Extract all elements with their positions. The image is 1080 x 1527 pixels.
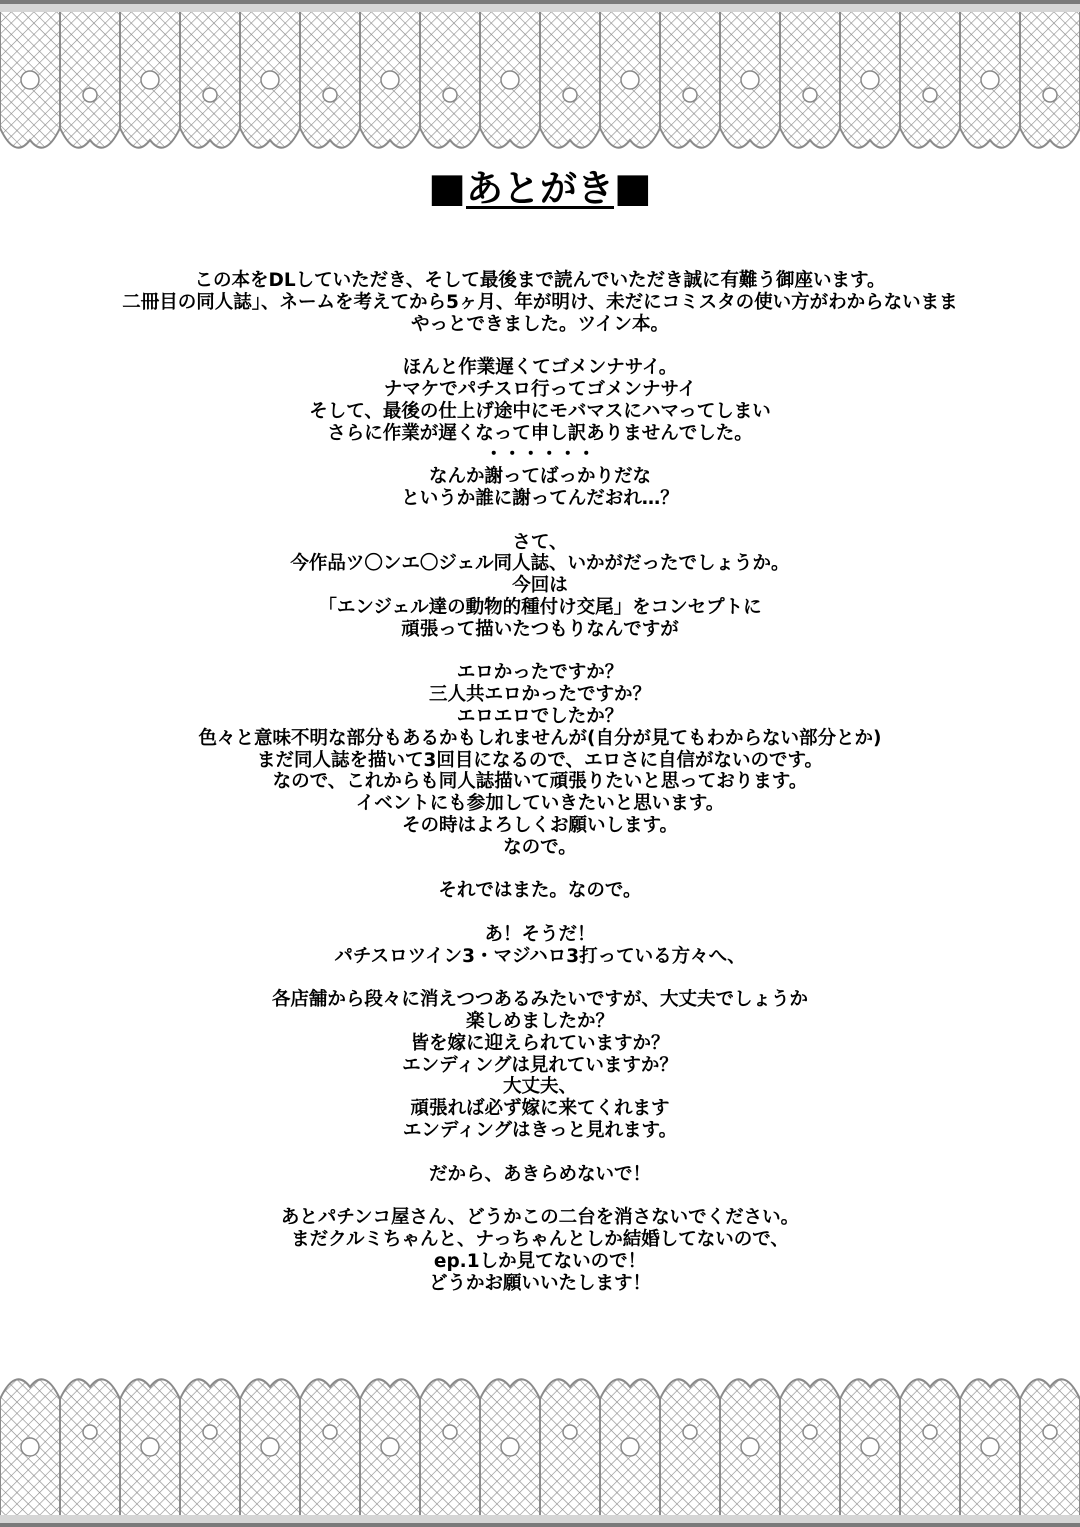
text-line: 「エンジェル達の動物的種付け交尾」をコンセプトに bbox=[318, 596, 762, 618]
text-line: ・・・・・・ bbox=[484, 444, 596, 466]
text-line: やっとできました。ツイン本。 bbox=[410, 313, 670, 335]
text-line: この本をDLしていただき、そして最後まで読んでいただき誠に有難う御座います。 bbox=[194, 270, 886, 291]
text-line: 頑張って描いたつもりなんですが bbox=[401, 618, 679, 640]
text-line: さらに作業が遅くなって申し訳ありませんでした。 bbox=[327, 422, 753, 444]
text-line: イベントにも参加していきたいと思います。 bbox=[355, 793, 725, 815]
blank-line bbox=[0, 641, 1080, 663]
text-line: だから、あきらめないで！ bbox=[428, 1163, 651, 1185]
blank-line bbox=[0, 859, 1080, 881]
text-line: エロかったですか？ bbox=[456, 662, 624, 684]
text-line: 楽しめましたか？ bbox=[465, 1011, 614, 1033]
text-line: あ！そうだ！ bbox=[484, 923, 596, 945]
blank-line bbox=[0, 510, 1080, 532]
text-line: 大丈夫、 bbox=[502, 1076, 577, 1098]
title-text: あとがき bbox=[466, 167, 614, 210]
text-line: というか誰に謝ってんだおれ…？ bbox=[401, 487, 679, 509]
text-line: なので。 bbox=[503, 836, 577, 858]
text-line: 三人共エロかったですか？ bbox=[428, 684, 651, 706]
blank-line bbox=[0, 968, 1080, 990]
text-line: 二冊目の同人誌」、ネームを考えてから5ヶ月、年が明け、未だにコミスタの使い方がわからないまま bbox=[122, 291, 958, 313]
text-line: ナマケでパチスロ行ってゴメンナサイ bbox=[383, 378, 697, 400]
text-line: エンディングはきっと見れます。 bbox=[402, 1120, 678, 1142]
lace-border-top bbox=[0, 0, 1080, 165]
blank-line bbox=[0, 335, 1080, 357]
text-line: 頑張れば必ず嫁に来てくれます bbox=[410, 1098, 670, 1120]
blank-line bbox=[0, 1185, 1080, 1207]
text-line: エンディングは見れていますか？ bbox=[402, 1054, 678, 1076]
text-line: ep.1しか見てないので！ bbox=[433, 1250, 647, 1272]
text-line: パチスロツイン3・マジハロ3打っている方々へ、 bbox=[334, 945, 746, 967]
text-line: まだクルミちゃんと、ナっちゃんとしか結婚してないので、 bbox=[291, 1229, 789, 1251]
text-line: まだ同人誌を描いて3回目になるので、エロさに自信がないのです。 bbox=[256, 749, 824, 771]
text-line: 今作品ツ〇ンエ〇ジェル同人誌、いかがだったでしょうか。 bbox=[290, 553, 790, 575]
text-line: なんか謝ってばっかりだな bbox=[428, 466, 651, 488]
text-line: 今回は bbox=[512, 575, 568, 597]
lace-border-bottom bbox=[0, 1362, 1080, 1527]
afterword-body bbox=[0, 270, 1080, 1294]
text-line: どうかお願いいたします！ bbox=[428, 1272, 651, 1294]
text-line: その時はよろしくお願いします。 bbox=[401, 814, 679, 836]
text-line: 皆を嫁に迎えられていますか？ bbox=[410, 1032, 670, 1054]
text-line: さて、 bbox=[512, 531, 568, 553]
blank-line bbox=[0, 1142, 1080, 1164]
title-square-right-icon: ■ bbox=[614, 165, 652, 211]
text-line: エロエロでしたか？ bbox=[456, 705, 624, 727]
blank-line bbox=[0, 902, 1080, 924]
title-square-left-icon: ■ bbox=[428, 165, 466, 211]
text-line: ほんと作業遅くてゴメンナサイ。 bbox=[402, 357, 678, 379]
text-line: 色々と意味不明な部分もあるかもしれませんが(自分が見てもわからない部分とか) bbox=[198, 727, 882, 749]
text-line: あとパチンコ屋さん、どうかこの二台を消さないでください。 bbox=[280, 1207, 800, 1229]
text-line: なので、これからも同人誌描いて頑張りたいと思っております。 bbox=[272, 771, 808, 793]
text-line: 各店舗から段々に消えつつあるみたいですが、大丈夫でしょうか bbox=[271, 989, 809, 1011]
text-line: それではまた。なので。 bbox=[438, 880, 642, 902]
text-line: そして、最後の仕上げ途中にモバマスにハマってしまい bbox=[309, 400, 771, 422]
page-title bbox=[0, 166, 1080, 211]
